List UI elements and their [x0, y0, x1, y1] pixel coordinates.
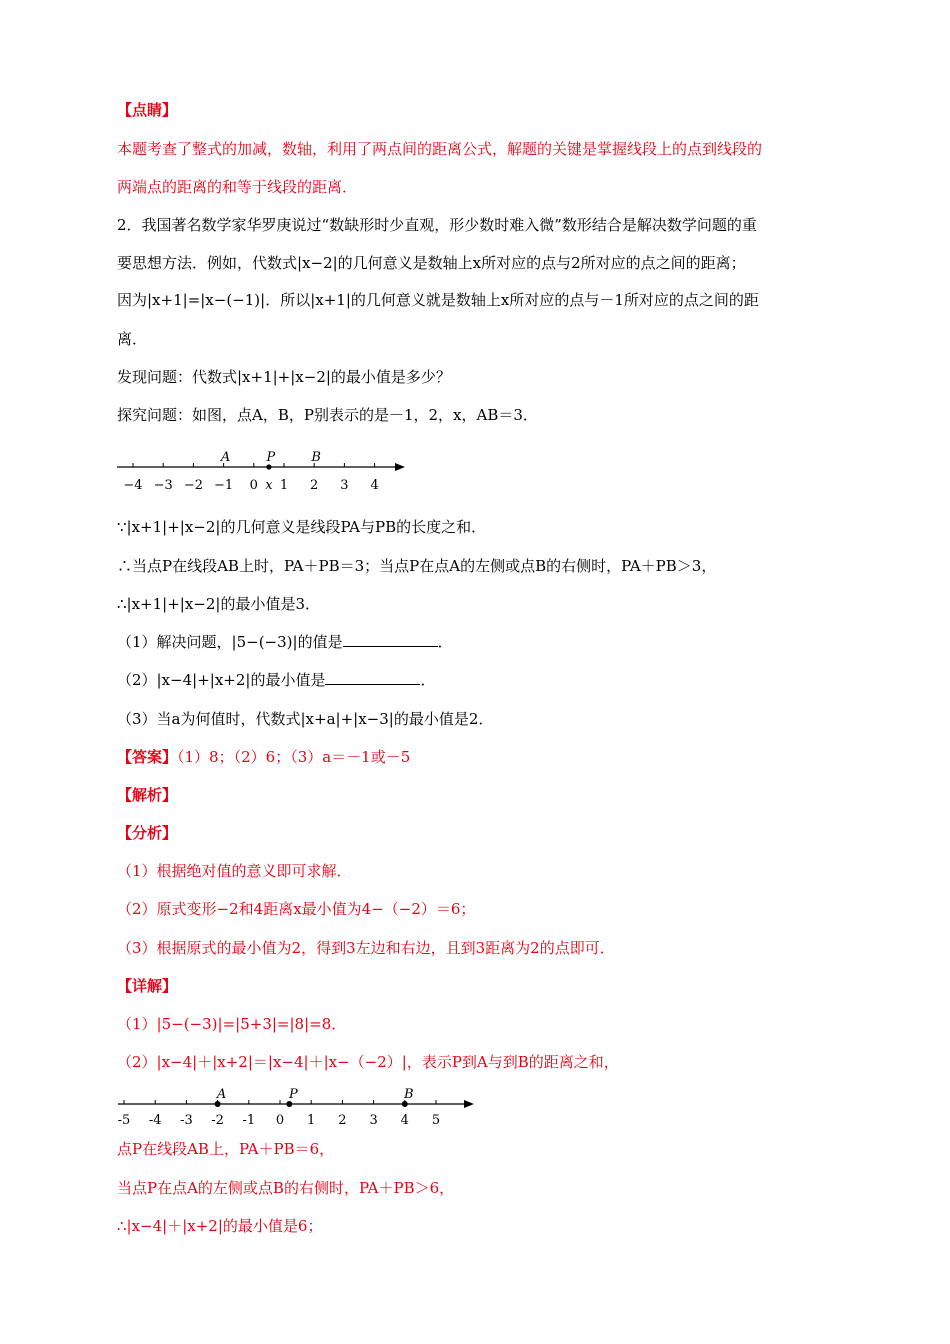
- point-label: A: [220, 450, 231, 465]
- answer-blank-2: [325, 670, 420, 685]
- problem-intro-4: 离．: [117, 330, 148, 348]
- question-2-text: （2）|x−4|+|x+2|的最小值是: [117, 671, 326, 689]
- heading-xiangjie: 【详解】: [117, 977, 178, 995]
- answer-blank-1: [343, 632, 438, 647]
- question-3: （3）当a为何值时，代数式|x+a|+|x−3|的最小值是2．: [117, 710, 494, 728]
- tick-label: 1: [307, 1113, 316, 1128]
- number-line-2: [110, 1080, 490, 1130]
- dianjing-text-1: 本题考查了整式的加减，数轴，利用了两点间的距离公式，解题的关键是掌握线段上的点到线段的: [117, 140, 763, 158]
- tick-label: 3: [369, 1113, 378, 1128]
- detail-2: （2）|x−4|＋|x+2|＝|x−4|＋|x−（−2）|，表示P到A与到B的距离之和，: [117, 1053, 619, 1071]
- tick-label: 0: [275, 1113, 285, 1128]
- detail-3: 点P在线段AB上，PA＋PB＝6，: [117, 1140, 335, 1158]
- question-2-end: ．: [420, 671, 436, 689]
- tick-label: -5: [117, 1113, 131, 1128]
- point-dot: [266, 464, 271, 469]
- detail-1: （1）|5−(−3)|=|5+3|=|8|=8．: [117, 1015, 347, 1033]
- tick-label: -3: [180, 1113, 193, 1128]
- tick-label: −2: [183, 478, 203, 493]
- point-label: P: [288, 1087, 298, 1102]
- heading-dianjing: 【点睛】: [117, 101, 178, 119]
- tick-label: 4: [400, 1113, 409, 1128]
- problem-intro-3: 因为|x+1|=|x−(−1)|．所以|x+1|的几何意义就是数轴上x所对应的点与－1所对应的点之间的距: [117, 291, 759, 309]
- analysis-2: （2）原式变形−2和4距离x最小值为4−（−2）＝6；: [117, 900, 476, 918]
- minimum-conclusion: ∴|x+1|+|x−2|的最小值是3．: [117, 595, 321, 613]
- heading-jiexi: 【解析】: [117, 786, 178, 804]
- problem-intro-1: 2．我国著名数学家华罗庚说过“数缺形时少直观，形少数时难入微”数形结合是解决数学问题的重: [117, 216, 757, 234]
- tick-label: 2: [310, 478, 319, 493]
- point-label: A: [216, 1087, 227, 1102]
- problem-intro-2: 要思想方法．例如，代数式|x−2|的几何意义是数轴上x所对应的点与2所对应的点之间的距离；: [117, 254, 746, 272]
- tick-label: 3: [340, 478, 349, 493]
- question-1-text: （1）解决问题，|5−(−3)|的值是: [117, 633, 343, 651]
- tick-label: −4: [123, 478, 143, 493]
- explore-question: 探究问题：如图，点A，B，P别表示的是－1，2，x，AB＝3．: [117, 406, 538, 424]
- detail-4: 当点P在点A的左侧或点B的右侧时，PA＋PB＞6，: [117, 1179, 455, 1197]
- point-label: B: [404, 1087, 414, 1102]
- tick-label: 5: [431, 1113, 441, 1128]
- point-label: B: [311, 450, 321, 465]
- tick-label: -2: [211, 1113, 224, 1128]
- question-2: [117, 670, 436, 690]
- number-line-1: [117, 445, 417, 497]
- answer-text: （1）8；（2）6；（3）a＝－1或－5: [177, 748, 411, 766]
- x-label: x: [265, 478, 273, 493]
- point-label: P: [266, 450, 276, 465]
- analysis-1: （1）根据绝对值的意义即可求解．: [117, 862, 352, 880]
- tick-label: 1: [279, 478, 289, 493]
- therefore-line: ∴当点P在线段AB上时，PA＋PB＝3；当点P在点A的左侧或点B的右侧时，PA＋PB＞3，: [117, 557, 717, 575]
- dianjing-text-2: 两端点的距离的和等于线段的距离．: [117, 178, 358, 196]
- discover-question: 发现问题：代数式|x+1|+|x−2|的最小值是多少？: [117, 368, 451, 386]
- question-1: [117, 632, 453, 652]
- analysis-3: （3）根据原式的最小值为2，得到3左边和右边，且到3距离为2的点即可．: [117, 939, 615, 957]
- tick-label: 0: [249, 478, 258, 493]
- tick-label: −3: [153, 478, 173, 493]
- geometric-meaning: ∵|x+1|+|x−2|的几何意义是线段PA与PB的长度之和．: [117, 518, 487, 536]
- heading-fenxi: 【分析】: [117, 824, 178, 842]
- tick-label: -1: [242, 1113, 256, 1128]
- tick-label: 2: [338, 1113, 347, 1128]
- tick-label: −1: [214, 478, 234, 493]
- answer-line: [117, 747, 410, 767]
- tick-label: 4: [370, 478, 379, 493]
- tick-label: -4: [148, 1113, 162, 1128]
- answer-heading: 【答案】: [117, 748, 178, 766]
- question-1-end: ．: [437, 633, 453, 651]
- detail-5: ∴|x−4|＋|x+2|的最小值是6；: [117, 1217, 323, 1235]
